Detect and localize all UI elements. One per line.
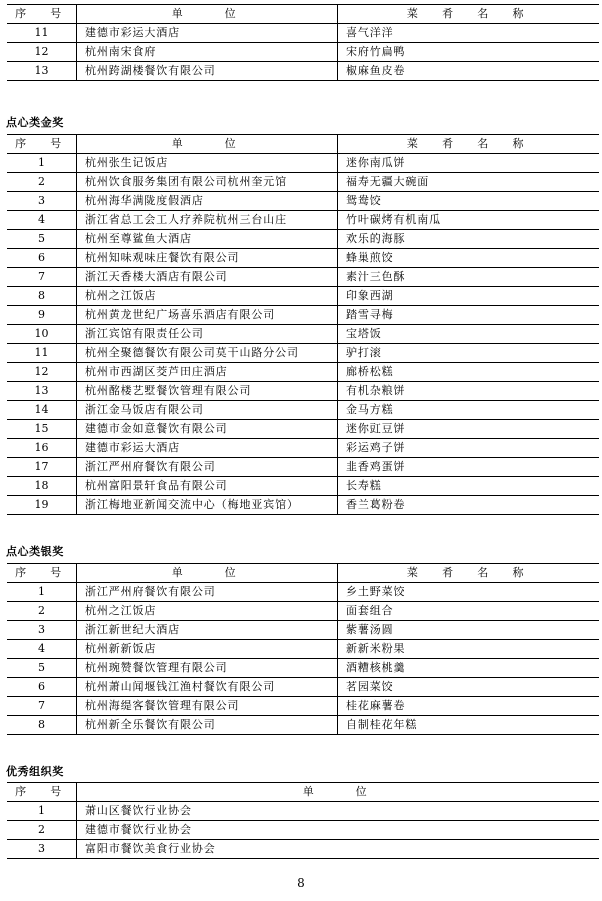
table-header-row [7,5,599,24]
cell-index: 1 [7,802,77,821]
cell-index: 13 [7,62,77,81]
cell-unit: 杭州酩楼艺墅餐饮管理有限公司 [77,382,338,401]
table-row [7,840,599,859]
table-header-row [7,135,599,154]
header-index: 序 号 [7,5,77,24]
cell-unit: 浙江梅地亚新闻交流中心（梅地亚宾馆） [77,496,338,515]
cell-index: 8 [7,716,77,735]
table-row [7,211,599,230]
cell-index: 3 [7,192,77,211]
cell-dish: 喜气洋洋 [338,24,600,43]
cell-index: 4 [7,211,77,230]
cell-index: 5 [7,230,77,249]
header-index: 序 号 [7,783,77,802]
cell-unit: 杭州饮食服务集团有限公司杭州奎元馆 [77,173,338,192]
cell-index: 12 [7,43,77,62]
cell-dish: 有机杂粮饼 [338,382,600,401]
header-index: 序 号 [7,135,77,154]
cell-unit: 杭州新全乐餐饮有限公司 [77,716,338,735]
cell-dish: 紫薯汤圆 [338,621,600,640]
section-title-silver: 点心类银奖 [6,545,64,558]
cell-index: 8 [7,287,77,306]
cell-unit: 浙江严州府餐饮有限公司 [77,458,338,477]
cell-index: 11 [7,344,77,363]
cell-index: 2 [7,602,77,621]
header-index: 序 号 [7,564,77,583]
cell-index: 3 [7,621,77,640]
cell-dish: 金马方糕 [338,401,600,420]
table-header-row [7,783,599,802]
table-row [7,477,599,496]
cell-unit: 杭州富阳景轩食品有限公司 [77,477,338,496]
table-row [7,287,599,306]
table-row [7,821,599,840]
cell-unit: 杭州南宋食府 [77,43,338,62]
table-row [7,173,599,192]
cell-index: 11 [7,24,77,43]
cell-index: 1 [7,583,77,602]
table-row [7,401,599,420]
table-row [7,678,599,697]
table-row [7,268,599,287]
cell-unit: 浙江严州府餐饮有限公司 [77,583,338,602]
cell-unit: 杭州海华满陇度假酒店 [77,192,338,211]
table-row [7,802,599,821]
cell-dish: 宝塔饭 [338,325,600,344]
cell-dish: 彩运鸡子饼 [338,439,600,458]
table-row [7,621,599,640]
cell-index: 6 [7,249,77,268]
cell-unit: 建德市餐饮行业协会 [77,821,600,840]
table-row [7,382,599,401]
cell-index: 12 [7,363,77,382]
cell-unit: 杭州新新饭店 [77,640,338,659]
award-table-org [7,782,599,859]
cell-unit: 建德市彩运大酒店 [77,439,338,458]
cell-dish: 桂花麻薯卷 [338,697,600,716]
cell-dish: 新新米粉果 [338,640,600,659]
header-dish: 菜 肴 名 称 [338,564,600,583]
cell-unit: 杭州全聚德餐饮有限公司莫干山路分公司 [77,344,338,363]
table-row [7,306,599,325]
award-table-gold [7,134,599,515]
cell-dish: 素汁三色酥 [338,268,600,287]
cell-index: 16 [7,439,77,458]
table-row [7,583,599,602]
cell-unit: 杭州黄龙世纪广场喜乐酒店有限公司 [77,306,338,325]
cell-unit: 杭州知味观味庄餐饮有限公司 [77,249,338,268]
table-row [7,230,599,249]
cell-unit: 浙江新世纪大酒店 [77,621,338,640]
table-row [7,344,599,363]
table-row [7,659,599,678]
cell-unit: 萧山区餐饮行业协会 [77,802,600,821]
table-row [7,325,599,344]
header-unit: 单 位 [77,564,338,583]
cell-unit: 杭州海缇客餐饮管理有限公司 [77,697,338,716]
cell-index: 2 [7,821,77,840]
cell-index: 6 [7,678,77,697]
cell-index: 1 [7,154,77,173]
table-row [7,62,599,81]
table-row [7,697,599,716]
cell-index: 7 [7,697,77,716]
cell-dish: 自制桂花年糕 [338,716,600,735]
cell-unit: 杭州之江饭店 [77,287,338,306]
cell-unit: 杭州至尊鲨鱼大酒店 [77,230,338,249]
cell-index: 7 [7,268,77,287]
table-row [7,496,599,515]
award-table-continued [7,4,599,81]
cell-dish: 驴打滚 [338,344,600,363]
cell-unit: 浙江省总工会工人疗养院杭州三台山庄 [77,211,338,230]
cell-unit: 富阳市餐饮美食行业协会 [77,840,600,859]
table-row [7,716,599,735]
header-dish: 菜 肴 名 称 [338,5,600,24]
table-row [7,640,599,659]
cell-unit: 建德市彩运大酒店 [77,24,338,43]
table-row [7,363,599,382]
table-row [7,24,599,43]
cell-index: 10 [7,325,77,344]
table-row [7,43,599,62]
cell-dish: 福寿无疆大碗面 [338,173,600,192]
table-row [7,602,599,621]
header-unit: 单 位 [77,5,338,24]
cell-dish: 香兰葛粉卷 [338,496,600,515]
cell-unit: 杭州之江饭店 [77,602,338,621]
cell-unit: 杭州跨湖楼餐饮有限公司 [77,62,338,81]
cell-unit: 杭州萧山闻堰钱江渔村餐饮有限公司 [77,678,338,697]
cell-dish: 迷你豇豆饼 [338,420,600,439]
cell-dish: 廊桥松糕 [338,363,600,382]
cell-dish: 面套组合 [338,602,600,621]
cell-index: 18 [7,477,77,496]
header-unit: 单 位 [77,135,338,154]
section-title-org: 优秀组织奖 [6,765,64,778]
cell-unit: 浙江天香楼大酒店有限公司 [77,268,338,287]
table-row [7,439,599,458]
section-title-gold: 点心类金奖 [6,116,64,129]
table-row [7,154,599,173]
cell-unit: 浙江金马饭店有限公司 [77,401,338,420]
cell-dish: 鸳鸯饺 [338,192,600,211]
cell-index: 14 [7,401,77,420]
cell-dish: 迷你南瓜饼 [338,154,600,173]
cell-dish: 酒糟核桃羹 [338,659,600,678]
cell-index: 9 [7,306,77,325]
cell-dish: 韭香鸡蛋饼 [338,458,600,477]
cell-unit: 浙江宾馆有限责任公司 [77,325,338,344]
cell-index: 2 [7,173,77,192]
cell-dish: 印象西湖 [338,287,600,306]
cell-index: 13 [7,382,77,401]
cell-index: 5 [7,659,77,678]
cell-index: 17 [7,458,77,477]
table-header-row [7,564,599,583]
table-row [7,458,599,477]
cell-unit: 杭州琬赞餐饮管理有限公司 [77,659,338,678]
cell-index: 3 [7,840,77,859]
page-number: 8 [297,876,305,890]
cell-dish: 蜂巢煎饺 [338,249,600,268]
cell-index: 15 [7,420,77,439]
cell-dish: 欢乐的海豚 [338,230,600,249]
table-row [7,420,599,439]
cell-unit: 建德市金如意餐饮有限公司 [77,420,338,439]
cell-dish: 宋府竹扁鸭 [338,43,600,62]
cell-unit: 杭州市西湖区茭芦田庄酒店 [77,363,338,382]
cell-dish: 乡土野菜饺 [338,583,600,602]
cell-dish: 踏雪寻梅 [338,306,600,325]
cell-dish: 竹叶碳烤有机南瓜 [338,211,600,230]
table-row [7,249,599,268]
header-unit: 单 位 [77,783,600,802]
cell-index: 19 [7,496,77,515]
cell-unit: 杭州张生记饭店 [77,154,338,173]
table-row [7,192,599,211]
cell-dish: 茗园菜饺 [338,678,600,697]
header-dish: 菜 肴 名 称 [338,135,600,154]
cell-index: 4 [7,640,77,659]
cell-dish: 长寿糕 [338,477,600,496]
award-table-silver [7,563,599,735]
cell-dish: 椒麻鱼皮卷 [338,62,600,81]
